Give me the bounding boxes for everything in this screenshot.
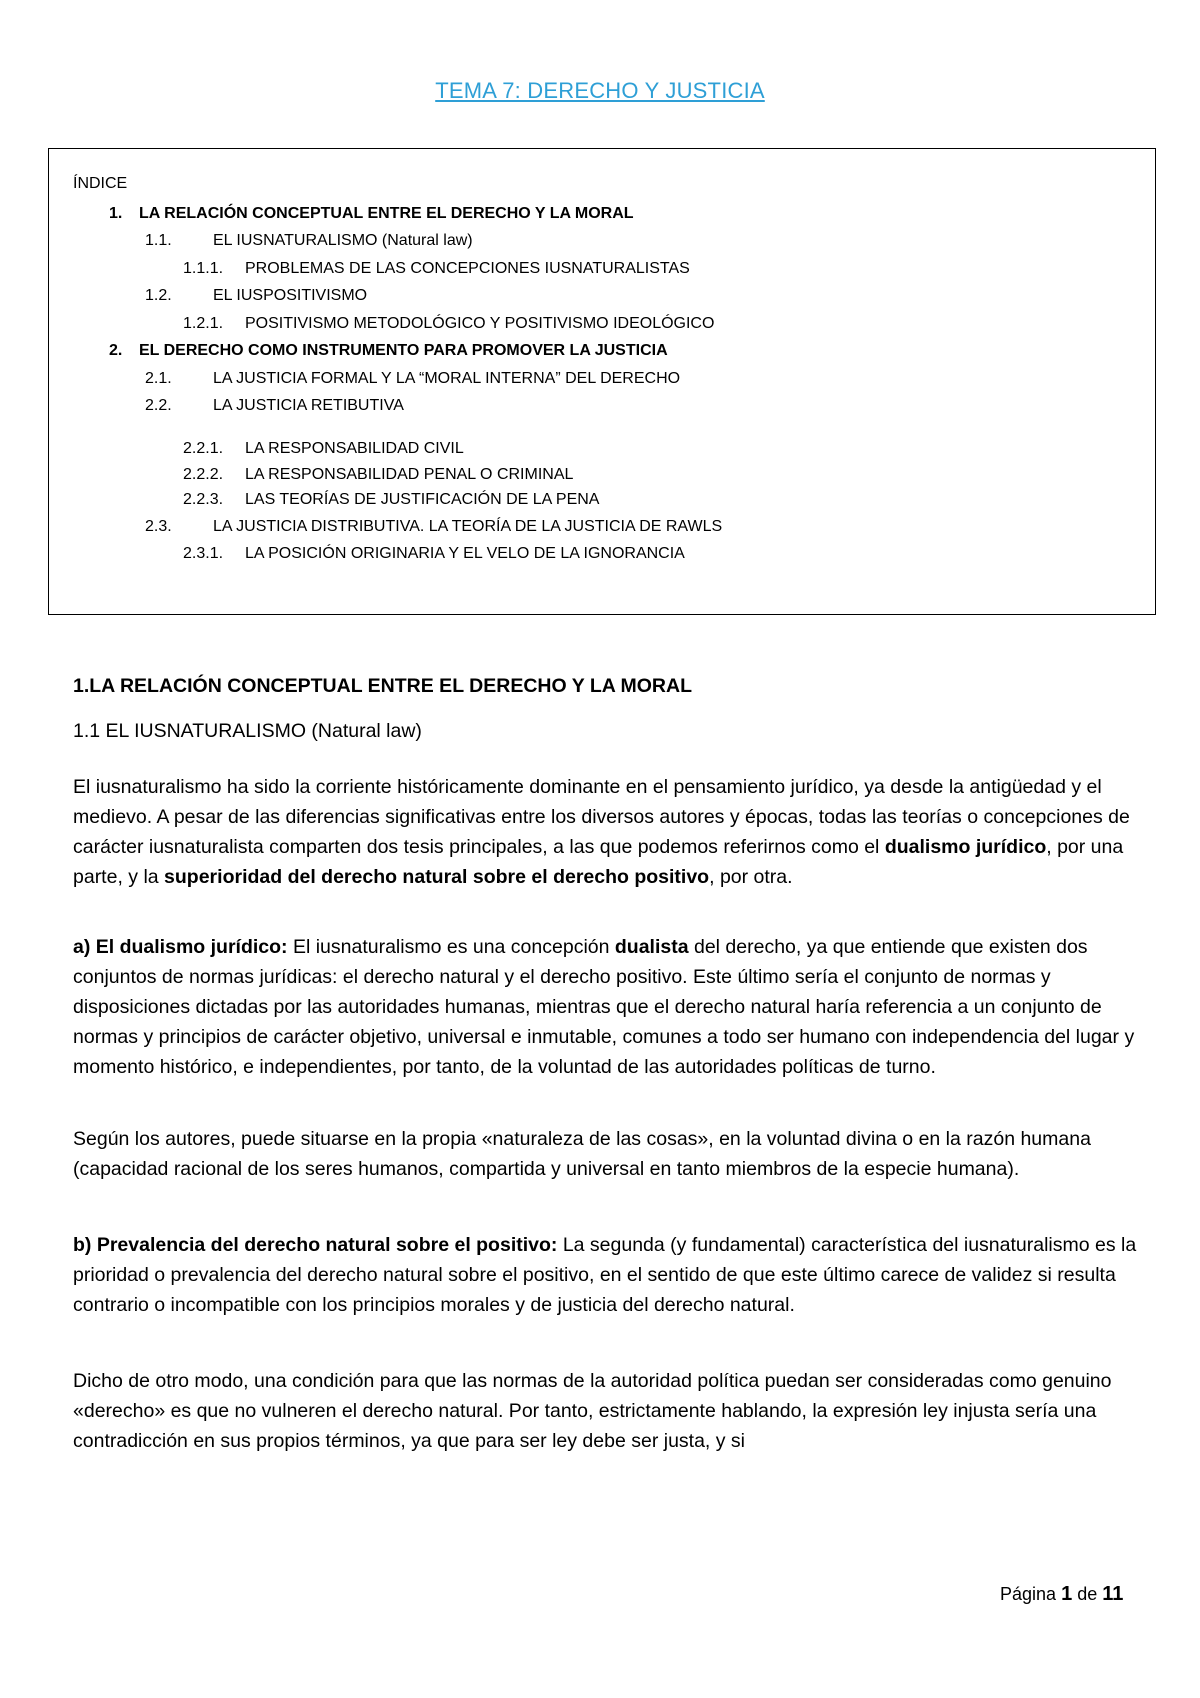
toc-item-number: 2.1. — [145, 370, 172, 387]
footer-page-total: 11 — [1102, 1583, 1124, 1605]
toc-item-number: 2.2.3. — [183, 491, 224, 508]
paragraph-bold: a) El dualismo jurídico: — [73, 936, 288, 958]
paragraph-text: del derecho, ya que entiende que existen dos conjuntos de normas jurídicas: el derecho natural y el derecho positivo. Este último sería el conjunto de normas y disposiciones dictadas por las autoridades humanas, mientras que el derecho natural haría referencia a un conjunto de normas y principios de carácter objetivo, universal e inmutable, comunes a todo ser humano con independencia del lugar y momento histórico, e independientes, por tanto, de la voluntad de las autoridades políticas de turno. — [73, 936, 1135, 1078]
paragraph-text: , por una parte, y la — [73, 836, 1124, 888]
paragraph-dicho-otro-modo — [73, 1366, 1138, 1456]
footer-prefix: Página — [1000, 1584, 1062, 1604]
toc-item-label: LA RESPONSABILIDAD PENAL O CRIMINAL — [245, 466, 574, 483]
paragraph-bold: dualismo jurídico — [884, 836, 1047, 858]
paragraph-text: El iusnaturalismo es una concepción — [287, 936, 615, 958]
paragraph-text: , por otra. — [709, 866, 793, 888]
toc-item-number: 2.3.1. — [183, 545, 224, 562]
toc-item-label: LA RELACIÓN CONCEPTUAL ENTRE EL DERECHO Y LA MORAL — [139, 205, 634, 222]
toc-item-number: 2.2.2. — [183, 466, 224, 483]
toc-item-label: LAS TEORÍAS DE JUSTIFICACIÓN DE LA PENA — [245, 491, 600, 508]
toc-item-label: LA JUSTICIA RETIBUTIVA — [213, 397, 404, 414]
paragraph-intro — [73, 772, 1138, 892]
paragraph-text: Según los autores, puede situarse en la propia «naturaleza de las cosas», en la voluntad divina o en la razón humana (capacidad racional de los seres humanos, compartida y universal en tanto miembros de la especie humana). — [73, 1128, 1091, 1180]
paragraph-text: Dicho de otro modo, una condición para que las normas de la autoridad política puedan ser consideradas como genuino «derecho» es que no vulneren el derecho natural. Por tanto, estrictamente hablando, la expresión ley injusta sería una contradicción en sus propios términos, ya que para ser ley debe ser justa, y si — [73, 1370, 1112, 1452]
paragraph-segun-autores — [73, 1124, 1138, 1184]
toc-item-label: LA RESPONSABILIDAD CIVIL — [245, 440, 464, 457]
paragraph-prevalencia — [73, 1230, 1138, 1320]
toc-item-label: EL IUSNATURALISMO (Natural law) — [213, 232, 473, 249]
toc-item-label: PROBLEMAS DE LAS CONCEPCIONES IUSNATURALISTAS — [245, 260, 690, 277]
page-footer — [1000, 1583, 1123, 1606]
subsection-heading: 1.1 EL IUSNATURALISMO (Natural law) — [73, 720, 422, 742]
paragraph-text: La segunda (y fundamental) característica del iusnaturalismo es la prioridad o prevalencia del derecho natural sobre el positivo, en el sentido de que este último carece de validez si resulta contrario o incompatible con los principios morales y de justicia del derecho natural. — [73, 1234, 1137, 1316]
paragraph-bold: dualista — [614, 936, 689, 958]
index-heading: ÍNDICE — [73, 175, 128, 192]
paragraph-dualismo — [73, 932, 1138, 1082]
section-heading: 1.LA RELACIÓN CONCEPTUAL ENTRE EL DERECHO Y LA MORAL — [73, 675, 692, 697]
index-box — [48, 148, 1156, 615]
footer-middle: de — [1072, 1584, 1103, 1604]
toc-item-number: 2.2. — [145, 397, 172, 414]
footer-page-number: 1 — [1061, 1583, 1073, 1605]
toc-item-number: 1.1. — [145, 232, 172, 249]
toc-item-number: 2.3. — [145, 518, 172, 535]
paragraph-bold: b) Prevalencia del derecho natural sobre el positivo: — [73, 1234, 558, 1256]
toc-item-label: POSITIVISMO METODOLÓGICO Y POSITIVISMO IDEOLÓGICO — [245, 315, 715, 332]
toc-item-number: 2. — [109, 342, 123, 359]
toc-item-label: EL IUSPOSITIVISMO — [213, 287, 368, 304]
toc-item-number: 1.2.1. — [183, 315, 224, 332]
toc-item-label: LA JUSTICIA DISTRIBUTIVA. LA TEORÍA DE LA JUSTICIA DE RAWLS — [213, 518, 723, 535]
paragraph-bold: superioridad del derecho natural sobre el derecho positivo — [164, 866, 710, 888]
toc-item-number: 1.1.1. — [183, 260, 224, 277]
toc-item-number: 1.2. — [145, 287, 172, 304]
document-title: TEMA 7: DERECHO Y JUSTICIA — [435, 78, 765, 103]
toc-item-label: LA JUSTICIA FORMAL Y LA “MORAL INTERNA” DEL DERECHO — [213, 370, 681, 387]
toc-item-number: 2.2.1. — [183, 440, 224, 457]
toc-item-label: LA POSICIÓN ORIGINARIA Y EL VELO DE LA IGNORANCIA — [245, 545, 685, 562]
toc-item-number: 1. — [109, 205, 123, 222]
toc-item-label: EL DERECHO COMO INSTRUMENTO PARA PROMOVER LA JUSTICIA — [139, 342, 668, 359]
paragraph-text: El iusnaturalismo ha sido la corriente históricamente dominante en el pensamiento jurídico, ya desde la antigüedad y el medievo. A pesar de las diferencias significativas entre los diversos autores y épocas, todas las teorías o concepciones de carácter iusnaturalista comparten dos tesis principales, a las que podemos referirnos como el — [73, 776, 1130, 858]
